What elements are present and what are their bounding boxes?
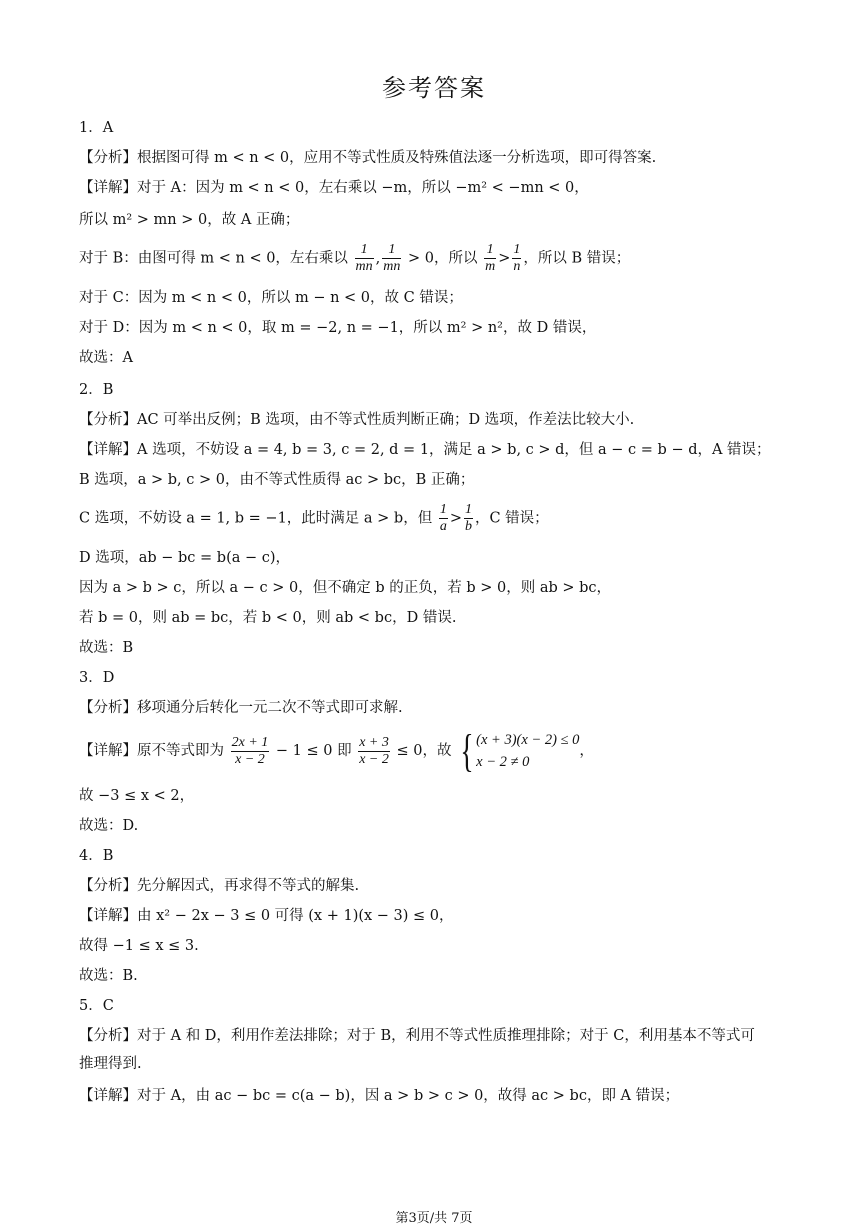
fraction-1-over-a: $\frac{1}{a}$ xyxy=(439,502,447,534)
q1-detail-3: 对于 B：由图可得 m < n < 0，左右乘以 $\frac{1}{mn}$ , $\frac{1}{mn}$ > 0，所以 $\frac{1}{m}$ > $\frac{1}{n}$ ，所以 B 错误； xyxy=(79,242,631,274)
fraction-1-over-m: $\frac{1}{m}$ xyxy=(485,242,496,274)
q1-analysis: 【分析】根据图可得 m < n < 0，应用不等式性质及特殊值法逐一分析选项，即可得答案. xyxy=(79,150,657,166)
q2-detail-6: 若 b = 0，则 ab = bc，若 b < 0，则 ab < bc，D 错误. xyxy=(79,610,457,626)
q3-detail-1-mid: − 1 ≤ 0 即 xyxy=(275,743,352,759)
fraction-1-over-b: $\frac{1}{b}$ xyxy=(464,502,472,534)
inequality-system xyxy=(476,729,579,773)
q1-detail-1: 【详解】对于 A：因为 m < n < 0，左右乘以 −m，所以 −m² < −mn < 0， xyxy=(79,180,589,196)
q1-answer: 故选：A xyxy=(79,350,133,366)
q3-analysis: 【分析】移项通分后转化一元二次不等式即可求解. xyxy=(79,700,403,716)
q3-detail-1-pre: 【详解】原不等式即为 xyxy=(79,743,224,759)
q2-detail-3: C 选项，不妨设 a = 1, b = −1，此时满足 a > b，但 $\frac{1}{a}$ > $\frac{1}{b}$ ，C 错误； xyxy=(79,502,549,534)
q2-detail-5: 因为 a > b > c，所以 a − c > 0，但不确定 b 的正负，若 b > 0，则 ab > bc， xyxy=(79,580,612,596)
page-footer: 第3页/共 7页 xyxy=(395,1211,473,1226)
q3-answer: 故选：D. xyxy=(79,818,139,834)
q3-detail-1-mid2: ≤ 0，故 xyxy=(396,743,452,759)
q4-answer: 故选：B. xyxy=(79,968,138,984)
system-line-1: (x + 3)(x − 2) ≤ 0 xyxy=(476,732,580,748)
q4-detail-1: 【详解】由 x² − 2x − 3 ≤ 0 可得 (x + 1)(x − 3) ≤ 0， xyxy=(79,908,454,924)
system-line-2: x − 2 ≠ 0 xyxy=(476,754,530,770)
q2-detail-4: D 选项，ab − bc = b(a − c)， xyxy=(79,550,291,566)
q5-heading: 5．C xyxy=(79,998,114,1014)
q1-detail-2: 所以 m² > mn > 0，故 A 正确； xyxy=(79,212,300,228)
q2-detail-1: 【详解】A 选项，不妨设 a = 4, b = 3, c = 2, d = 1，满足 a > b, c > d，但 a − c = b − d，A 错误； xyxy=(79,442,771,458)
q2-heading: 2．B xyxy=(79,382,114,398)
q3-detail-2: 故 −3 ≤ x < 2， xyxy=(79,788,195,804)
q3-heading: 3．D xyxy=(79,670,115,686)
q5-analysis-2: 推理得到. xyxy=(79,1056,142,1072)
q1-detail-3-mid: > 0，所以 xyxy=(408,250,478,267)
q2-answer: 故选：B xyxy=(79,640,134,656)
q1-detail-3-post: ，所以 B 错误； xyxy=(523,250,631,267)
q2-analysis: 【分析】AC 可举出反例；B 选项，由不等式性质判断正确；D 选项，作差法比较大小. xyxy=(79,412,635,428)
q1-detail-3-pre: 对于 B：由图可得 m < n < 0，左右乘以 xyxy=(79,250,348,267)
q2-detail-3-post: ，C 错误； xyxy=(474,510,549,527)
fraction-2x-plus-1-over-x-minus-2: $\frac{2x + 1}{x - 2}$ xyxy=(231,734,269,767)
fraction-1-over-mn: $\frac{1}{mn}$ xyxy=(355,242,373,274)
q1-heading: 1．A xyxy=(79,120,114,136)
q2-detail-2: B 选项，a > b, c > 0，由不等式性质得 ac > bc，B 正确； xyxy=(79,472,475,488)
q4-analysis: 【分析】先分解因式，再求得不等式的解集. xyxy=(79,878,360,894)
q5-analysis-1: 【分析】对于 A 和 D，利用作差法排除；对于 B，利用不等式性质推理排除；对于 C，利用基本不等式可 xyxy=(79,1028,755,1044)
q4-heading: 4．B xyxy=(79,848,114,864)
q1-detail-5: 对于 D：因为 m < n < 0，取 m = −2, n = −1，所以 m² > n²，故 D 错误， xyxy=(79,320,597,336)
q4-detail-2: 故得 −1 ≤ x ≤ 3. xyxy=(79,938,199,954)
page-title: 参考答案 xyxy=(382,74,486,102)
q3-detail-1 xyxy=(79,725,798,776)
q1-detail-4: 对于 C：因为 m < n < 0，所以 m − n < 0，故 C 错误； xyxy=(79,290,463,306)
fraction-x-plus-3-over-x-minus-2: $\frac{x + 3}{x - 2}$ xyxy=(359,734,389,767)
q3-detail-1-post: ， xyxy=(579,743,594,759)
fraction-1-over-n: $\frac{1}{n}$ xyxy=(513,242,521,274)
q2-detail-3-pre: C 选项，不妨设 a = 1, b = −1，此时满足 a > b，但 xyxy=(79,510,433,527)
left-brace-symbol: { xyxy=(460,725,474,776)
q5-detail-1: 【详解】对于 A，由 ac − bc = c(a − b)，因 a > b > c > 0，故得 ac > bc，即 A 错误； xyxy=(79,1088,680,1104)
fraction-1-over-mn-2: $\frac{1}{mn}$ xyxy=(383,242,401,274)
